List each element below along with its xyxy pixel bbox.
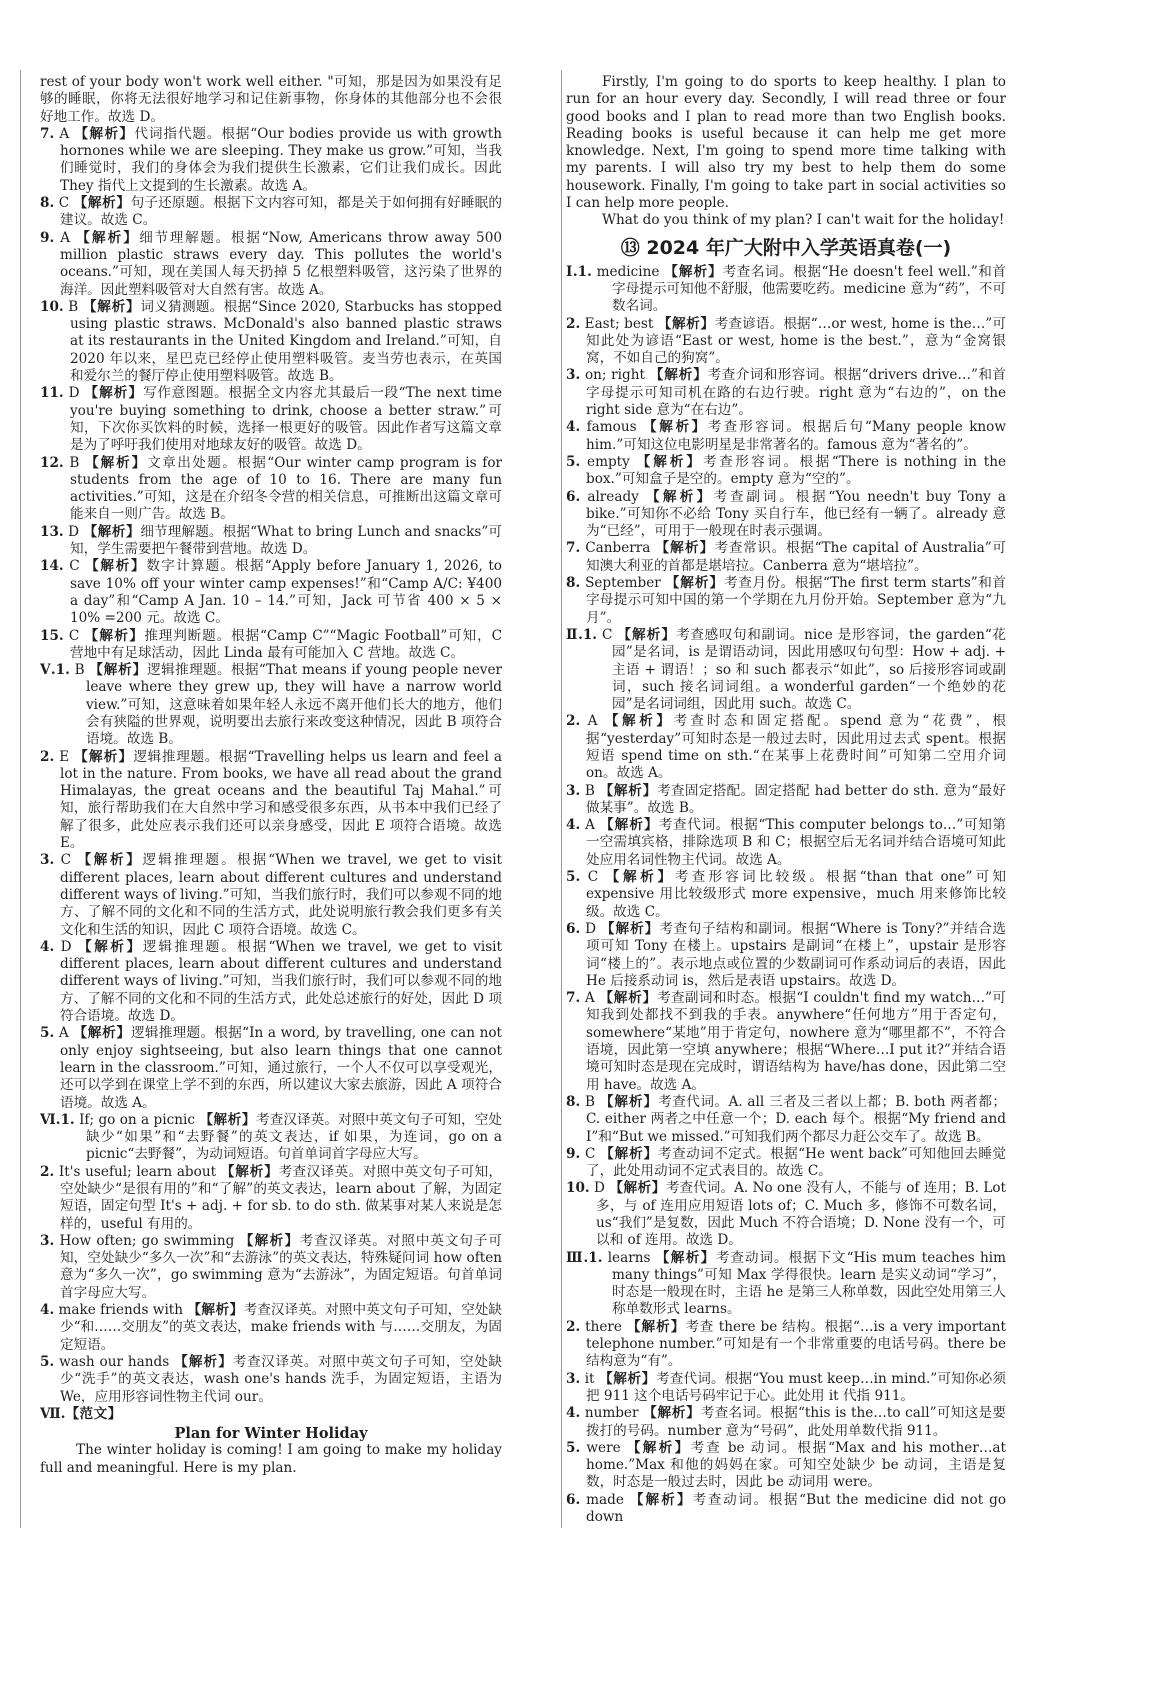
- analysis-tag: 【解析】: [657, 315, 715, 332]
- analysis-tag: 【解析】: [636, 453, 704, 470]
- answer: A: [58, 1025, 69, 1042]
- analysis-tag: 【解析】: [599, 782, 658, 799]
- analysis-text: 考查 be 动词。根据“Max and his mother…at home.”Max 和他的妈妈在家。可知空处缺少 be 动词，主语是复数，时态是一般过去时，因此 be 动词用 were。: [586, 1439, 1006, 1491]
- answer-item: [40, 662, 502, 748]
- item-number: 15.: [40, 627, 64, 644]
- answer: E: [59, 748, 70, 765]
- answer-item: [40, 749, 502, 853]
- item-number: 6.: [566, 1491, 581, 1508]
- analysis-tag: 【解析】: [74, 748, 134, 765]
- answer-item: [40, 1354, 502, 1406]
- analysis-tag: 【解析】: [655, 540, 715, 557]
- answer-item: [566, 316, 1006, 368]
- answer: A: [60, 229, 71, 246]
- answer-item: [40, 1025, 502, 1111]
- answer-item: [566, 419, 1006, 454]
- answer: there: [585, 1318, 622, 1335]
- answer: C: [584, 1145, 596, 1162]
- item-number: 1.: [582, 626, 598, 643]
- item-number: 7.: [40, 125, 55, 142]
- answer: B: [585, 1093, 596, 1110]
- analysis-tag: 【解析】: [604, 713, 674, 730]
- answer-item: [566, 489, 1006, 541]
- analysis-text: 考查汉译英。对照中英文句子可知，空处缺少“是很有用的”和“了解”的英文表达，learn about 了解，为固定短语，固定句型 It's + adj. + for sb. to do sth. 做某事对某人来说是怎样的，useful 有用的。: [60, 1163, 503, 1232]
- analysis-tag: 【解析】: [220, 1163, 279, 1180]
- item-number: 4.: [566, 817, 581, 834]
- analysis-text: 考查时态和固定搭配。spend 意为“花费”，根据“yesterday”可知时态是一般过去时，因此用过去式 spent。根据短语 spend time on sth.“在某事上花费时间”可知第二空用介词 on。故选 A。: [586, 713, 1006, 782]
- analysis-text: 细节理解题。根据“What to bring Lunch and snacks”可知，学生需要把午餐带到营地。故选 D。: [70, 523, 503, 558]
- answer: B: [584, 782, 595, 799]
- answer: C: [60, 852, 72, 869]
- section-number: Ⅴ.: [40, 662, 56, 679]
- answer: A: [59, 125, 70, 142]
- answer: D: [68, 523, 80, 540]
- analysis-text: 细节理解题。根据“Now, Americans throw away 500 million plastic straws every day. This pollutes the world's oceans.”可知，现在美国人每天扔掉 5 亿根塑料吸管，这污染了世界的海洋。因此塑料吸管对大自然有害。故选 A。: [60, 229, 502, 298]
- analysis-text: 考查月份。根据“The first term starts”和首字母提示可知中国的第一个学期在九月份开始。September 意为“九月”。: [586, 575, 1006, 626]
- analysis-text: 代词指代题。根据“Our bodies provide us with growth hornones while we are sleeping. They make us grow.”可知，当我们睡觉时，我们的身体会为我们提供生长激素，它们让我们成长。因此 They 指代上文提到的生长激素。故选 A。: [60, 125, 502, 194]
- answer-item: [566, 1146, 1006, 1181]
- answer: make friends with: [58, 1302, 184, 1319]
- answer: If; go on a picnic: [79, 1111, 195, 1128]
- item-number: 3.: [566, 782, 581, 799]
- item-number: 5.: [40, 1353, 55, 1370]
- item-number: 8.: [566, 575, 581, 592]
- analysis-text: 考查动词。根据“But the medicine did not go down: [586, 1491, 1007, 1526]
- answer-item: [40, 126, 502, 195]
- answer-item: [40, 1112, 502, 1164]
- analysis-text: 考查汉译英。对照中英文句子可知，空处缺少“多久一次”和“去游泳”的英文表达，特殊疑问词 how often 意为“多久一次”，go swimming 意为“去游泳”，为固定短语。句首单词首字母应大写。: [60, 1232, 503, 1301]
- item-number: 2.: [566, 713, 581, 730]
- left-column: [40, 74, 502, 1477]
- item-number: 13.: [40, 523, 64, 540]
- item-number: 1.: [60, 1111, 75, 1128]
- analysis-tag: 【解析】: [76, 229, 140, 246]
- analysis-tag: 【解析】: [239, 1232, 300, 1249]
- analysis-tag: 【解析】: [599, 1093, 659, 1110]
- answer-item: [40, 1302, 502, 1354]
- analysis-tag: 【解析】: [649, 367, 708, 384]
- item-number: 6.: [566, 920, 581, 937]
- item-number: 4.: [40, 1302, 55, 1319]
- item-number: 2.: [40, 748, 55, 765]
- analysis-tag: 【解析】: [609, 1180, 666, 1197]
- item-number: 2.: [566, 1318, 581, 1335]
- item-number: 10.: [566, 1180, 590, 1197]
- answer-item: [566, 783, 1006, 818]
- right-column: [566, 74, 1006, 1526]
- answer-item: [40, 939, 502, 1025]
- item-number: 3.: [40, 1232, 55, 1249]
- answer: D: [585, 920, 596, 937]
- answer: on; right: [584, 367, 645, 384]
- analysis-text: 文章出处题。根据“Our winter camp program is for students from the age of 10 to 16. There are many fun activities.”可知，这是在介绍冬令营的相关信息，可推断出这篇文章可能来自一则广告。故选 B。: [70, 454, 503, 523]
- analysis-tag: 【解析】: [174, 1353, 233, 1370]
- analysis-tag: 【解析】: [626, 1318, 686, 1335]
- answer: already: [587, 488, 639, 505]
- item-number: 4.: [566, 1405, 581, 1422]
- answer: wash our hands: [59, 1353, 170, 1370]
- analysis-tag: 【解析】: [89, 662, 148, 679]
- analysis-text: 逻辑推理题。根据“Travelling helps us learn and feel a lot in the nature. From books, we have all read about the grand Himalayas, the great oceans and the beautiful Taj Mahal.”可知，旅行帮助我们在大自然中学习和感受很多东西，从书本中我们已经了解了很多，此处应表示我们还可以亲身感受，因此 E 项符合语境。故选 E。: [60, 748, 502, 852]
- answer: B: [68, 298, 79, 315]
- section-heading: ⑬ 2024 年广大附中入学英语真卷(一): [620, 236, 952, 259]
- analysis-tag: 【解析】: [605, 869, 675, 886]
- answer: D: [60, 938, 72, 955]
- analysis-text: 考查汉译英。对照中英文句子可知，空处缺少“和……交朋友”的英文表达，make friends with 与……交朋友，为固定短语。: [60, 1302, 502, 1353]
- analysis-tag: 【解析】: [664, 263, 723, 280]
- analysis-text: 考查代词。根据“You must keep…in mind.”可知你必须把 911 这个电话号码牢记于心。此处用 it 代指 911。: [586, 1370, 1006, 1404]
- analysis-text: 逻辑推理题。根据“In a word, by travelling, one can not only enjoy sightseeing, but also learn things that one cannot learn in the classroom.”可知，通过旅行，一个人不仅可以享受观光，还可以学到在课堂上学不到的东西，所以建议大家去旅游，因此 A 项符合语境。故选 A。: [60, 1025, 502, 1111]
- analysis-tag: 【解析】: [665, 575, 725, 592]
- answer-item: [566, 264, 1006, 316]
- analysis-text: 数字计算题。根据“Apply before January 1, 2026, to save 10% off your winter camp expenses!”和“Camp A/C: ¥400 a day”和“Camp A Jan. 10 – 14.”可知，Jack 可节省 400 × 5 × 10% =200 元。故选 C。: [70, 558, 502, 627]
- analysis-text: 考查动词。根据下文“His mum teaches him many things”可知 Max 学得很快。learn 是实义动词“学习”，时态是一般现在时，主语 he 是第三人称单数，因此空处用第三人称单数形式 learns。: [612, 1249, 1007, 1318]
- analysis-tag: 【解析】: [643, 419, 708, 436]
- analysis-tag: 【解析】: [84, 627, 145, 644]
- answer-item: [40, 1406, 502, 1423]
- answer-item: [40, 628, 502, 663]
- analysis-tag: 【解析】: [599, 817, 659, 834]
- answer-item: [566, 1405, 1006, 1440]
- analysis-tag: 【解析】: [643, 1405, 701, 1422]
- item-number: 3.: [40, 852, 55, 869]
- analysis-text: 考查代词。A. all 三者及三者以上都；B. both 两者都；C. either 两者之中任意一个；D. each 每个。根据“My friend and I”和“But we missed.”可知我们两个都尽力赶公交车了。故选 B。: [586, 1093, 1007, 1145]
- answer: it: [584, 1370, 595, 1387]
- analysis-text: 考查形容词比较级。根据“than that one”可知 expensive 用比较级形式 more expensive，much 用来修饰比较级。故选 C。: [586, 869, 1006, 920]
- section-number: Ⅲ.: [566, 1249, 589, 1266]
- analysis-text: 考查动词不定式。根据“He went back”可知他回去睡觉了，此处用动词不定式表目的。故选 C。: [586, 1145, 1006, 1180]
- analysis-tag: 【解析】: [598, 1370, 657, 1387]
- analysis-tag: 【解析】: [82, 298, 141, 315]
- answer: C: [69, 558, 80, 575]
- answer: C: [68, 627, 80, 644]
- item-number: 1.: [577, 263, 592, 280]
- item-number: 12.: [40, 454, 64, 471]
- left-margin-rule: [20, 70, 21, 1528]
- answer-item: [40, 385, 502, 454]
- item-number: 5.: [40, 1025, 55, 1042]
- analysis-text: 考查代词。A. No one 没有人，不能与 of 连用；B. Lot 多，与 of 连用应用短语 lots of；C. Much 多，修饰不可数名词，us“我们”是复数，因此 Much 不符合语境；D. None 没有一个，可以和 of 连用。故选 D。: [596, 1180, 1007, 1249]
- analysis-text: 考查形容词。根据后句“Many people know him.”可知这位电影明星是非常著名的。famous 意为“著名的”。: [586, 419, 1007, 453]
- answer: B: [74, 662, 85, 679]
- answer-item: [566, 1371, 1006, 1406]
- analysis-tag: 【解析】: [629, 1491, 693, 1508]
- answer: famous: [586, 419, 637, 436]
- analysis-tag: 【解析】: [85, 454, 148, 471]
- answer-item: [40, 1233, 502, 1302]
- analysis-tag: 【解析】: [83, 523, 141, 540]
- essay-paragraph: Firstly, I'm going to do sports to keep healthy. I plan to run for an hour every day. Secondly, I will read three or four good books and I plan to read more than two English books. Reading books is useful because it can help me get more knowledge. Next, I'm going to spend more time talking with my parents. I will also try my best to help them do some housework. Finally, I'm going to take part in social activities so I can help more people.: [566, 74, 1006, 212]
- answer-item: [566, 627, 1006, 713]
- item-number: 10.: [40, 298, 64, 315]
- item-number: 5.: [566, 453, 581, 470]
- answer-item: [566, 367, 1006, 419]
- item-number: 8.: [40, 195, 55, 212]
- item-number: 3.: [566, 1370, 581, 1387]
- answer: were: [586, 1439, 621, 1456]
- answer: It's useful; learn about: [58, 1163, 217, 1180]
- analysis-tag: 【解析】: [617, 626, 677, 643]
- analysis-tag: 【解析】: [77, 852, 143, 869]
- analysis-text: 考查形容词。根据“There is nothing in the box.”可知盒子是空的。empty 意为“空的”。: [586, 453, 1007, 488]
- analysis-text: 考查常识。根据“The capital of Australia”可知澳大利亚的首都是堪培拉。Canberra 意为“堪培拉”。: [586, 540, 1007, 574]
- answer-item: [40, 455, 502, 524]
- analysis-text: 推理判断题。根据“Camp C”“Magic Football”可知，C 营地中有足球活动，因此 Linda 最有可能加入 C 营地。故选 C。: [70, 627, 502, 661]
- item-number: 11.: [40, 385, 64, 402]
- answer: A: [587, 713, 598, 730]
- item-number: 2.: [40, 1163, 55, 1180]
- analysis-text: 考查代词。根据“This computer belongs to…”可知第一空需填宾格，排除选项 B 和 C；根据空后无名词并结合语境可知此处应用名词性物主代词。故选 A。: [586, 817, 1007, 868]
- analysis-text: 逻辑推理题。根据“That means if young people never leave where they grew up, they will have a narrow world view.”可知，这意味着如果年轻人永远不离开他们长大的地方，他们会有狭隘的世界观，说明要出去旅行来改变这种情况，因此 B 项符合语境。故选 B。: [86, 662, 503, 748]
- answer: A: [584, 990, 595, 1007]
- answer-item: [566, 454, 1006, 489]
- analysis-tag: 【解析】: [73, 1025, 131, 1042]
- analysis-text: 考查感叹句和副词。nice 是形容词，the garden“花园”是名词，is 是谓语动词，因此用感叹句句型：How + adj. + 主语 + 谓语！；so 和 such 都表示“如此”，so 后接形容词或副词，such 接名词词组。a wonderful garden“一个绝妙的花园”是名词词组，因此用 such。故选 C。: [612, 626, 1007, 713]
- answer: A: [585, 817, 595, 834]
- analysis-text: 考查固定搭配。固定搭配 had better do sth. 意为“最好做某事”。故选 B。: [586, 782, 1006, 816]
- analysis-text: 考查副词和时态。根据“I couldn't find my watch…”可知我到处都找不到我的手表。anywhere“任何地方”用于否定句，somewhere“某地”用于肯定句，nowhere 意为“哪里都不”，不符合语境，因此第一空填 anywhere；根据“Where…I put it?”并结合语境可知时态是现在完成时，谓语结构为 have/has done，因此第二空用 have。故选 A。: [586, 990, 1006, 1093]
- analysis-tag: 【解析】: [645, 488, 714, 505]
- analysis-text: 逻辑推理题。根据“When we travel, we get to visit different places, learn about different cultures and understand different ways of living.”可知，当我们旅行时，我们可以参观不同的地方、了解不同的文化和不同的生活方式，此处说明旅行教会我们更多有关文化和生活的知识，因此 C 项符合语境。故选 C。: [60, 852, 503, 938]
- answer-item: [566, 817, 1006, 869]
- answer: made: [586, 1491, 624, 1508]
- item-number: 7.: [566, 990, 581, 1007]
- item-number: 5.: [566, 1439, 581, 1456]
- answer-item: [40, 524, 502, 559]
- item-number: 4.: [566, 419, 581, 436]
- analysis-text: 考查句子结构和副词。根据“Where is Tony?”并结合选项可知 Tony 在楼上。upstairs 是副词“在楼上”，upstair 是形容词“楼上的”。表示地点或位置的少数副词可作系动词后的表语，因此 He 后接系动词 is，然后是表语 upstairs。故选 D。: [586, 920, 1006, 989]
- analysis-tag: 【解析】: [655, 1249, 716, 1266]
- analysis-text: 逻辑推理题。根据“When we travel, we get to visit different places, learn about different cultures and understand different ways of living.”可知，当我们旅行时，我们可以参观不同的地方、了解不同的文化和不同的生活方式，此处总述旅行的好处，因此 D 项符合语境。故选 D。: [60, 938, 502, 1025]
- section-number: Ⅵ.: [40, 1111, 61, 1128]
- answer: C: [601, 626, 613, 643]
- answer-item: [566, 921, 1006, 990]
- analysis-tag: 【解析】: [599, 990, 658, 1007]
- item-number: 5.: [566, 869, 581, 886]
- analysis-tag: 【解析】: [77, 938, 143, 955]
- analysis-text: 考查副词。根据“You needn't buy Tony a bike.”可知你不必给 Tony 买自行车，他已经有一辆了。already 意为“已经”，可用于一般现在时表示强调。: [586, 488, 1007, 540]
- analysis-tag: 【解析】: [84, 385, 144, 402]
- analysis-text: 考查介词和形容词。根据“drivers drive…”和首字母提示可知司机在路的右边行驶。right 意为“右边的”，on the right side 意为“在右边”。: [586, 367, 1006, 419]
- item-number: 14.: [40, 558, 64, 575]
- section-number: Ⅱ.: [566, 626, 583, 643]
- analysis-tag: 【解析】: [600, 920, 660, 937]
- answer: D: [68, 385, 80, 402]
- answer: D: [594, 1180, 605, 1197]
- essay-paragraph: What do you think of my plan? I can't wait for the holiday!: [602, 212, 1005, 229]
- answer: empty: [587, 453, 630, 470]
- analysis-text: 词义猜测题。根据“Since 2020, Starbucks has stopped using plastic straws. McDonald's also banned plastic straws at its restaurants in the United Kingdom and Ireland.”可知，自 2020 年以来，星巴克已经停止使用塑料吸管。麦当劳也表示，在英国和爱尔兰的餐厅停止使用塑料吸管。故选 B。: [70, 298, 502, 385]
- answer-item: [566, 990, 1006, 1094]
- answer-item: [40, 558, 502, 627]
- answer-item: [566, 713, 1006, 782]
- analysis-text: 考查汉译英。对照中英文句子可知，空处缺少“如果”和“去野餐”的英文表达，if 如果，为连词，go on a picnic“去野餐”，为动词短语。句首单词首字母应大写。: [86, 1111, 503, 1163]
- column-divider: [561, 70, 562, 1528]
- answer: East; best: [584, 315, 654, 332]
- analysis-text: 考查汉译英。对照中英文句子可知，空处缺少“洗手”的英文表达，wash one's hands 洗手，为固定短语，主语为 We，应用形容词性物主代词 our。: [60, 1353, 503, 1405]
- answer-item: [566, 869, 1006, 921]
- answer: learns: [607, 1249, 651, 1266]
- essay-paragraph: The winter holiday is coming! I am going to make my holiday full and meaningful. Here is my plan.: [40, 1442, 502, 1476]
- analysis-text: 写作意图题。根据全文内容尤其最后一段“The next time you're buying something to drink, choose a better straw.”可知，下次你买饮料的时候，选择一根更好的吸管。因此作者写这篇文章是为了呼吁我们使用对地球友好的吸管。故选 D。: [70, 385, 502, 454]
- item-number: 8.: [566, 1093, 581, 1110]
- answer-item: [40, 1164, 502, 1233]
- analysis-text: 考查 there be 结构。根据“…is a very important telephone number.”可知是有一个非常重要的电话号码。there be 结构意为“有”。: [586, 1318, 1006, 1370]
- item-number: 2.: [566, 315, 581, 332]
- answer: Canberra: [585, 540, 651, 557]
- answer-item: [40, 230, 502, 299]
- item-number: 9.: [566, 1145, 581, 1162]
- answer-item: [40, 195, 502, 230]
- answer-item: [40, 852, 502, 938]
- analysis-tag: 【解析】: [626, 1439, 691, 1456]
- analysis-tag: 【解析】: [74, 125, 135, 142]
- answer: medicine: [596, 263, 660, 280]
- analysis-tag: 【解析】: [187, 1302, 244, 1319]
- answer-item: [566, 540, 1006, 575]
- analysis-tag: 【解析】: [85, 558, 147, 575]
- answer-item: [566, 1094, 1006, 1146]
- continued-text: rest of your body won't work well either. "可知，那是因为如果没有足够的睡眠，你将无法很好地学习和记住新事物，你身体的其他部分也不会很好地工作。故选 D。: [40, 74, 502, 125]
- answer: September: [585, 575, 661, 592]
- item-number: 1.: [55, 662, 70, 679]
- analysis-text: 考查名词。根据“He doesn't feel well.”和首字母提示可知他不舒服，他需要吃药。medicine 意为“药”，不可数名词。: [612, 263, 1006, 315]
- answer: number: [584, 1405, 639, 1422]
- answer: B: [69, 454, 80, 471]
- item-number: 7.: [566, 540, 581, 557]
- answer-item: [566, 575, 1006, 627]
- answer: C: [587, 869, 599, 886]
- answer-item: [40, 299, 502, 385]
- analysis-tag: 【范文】: [65, 1405, 122, 1422]
- answer-item: [566, 1440, 1006, 1492]
- item-number: 6.: [566, 488, 581, 505]
- item-number: 4.: [40, 938, 55, 955]
- section-number: Ⅶ.: [40, 1405, 66, 1422]
- analysis-tag: 【解析】: [199, 1111, 257, 1128]
- item-number: 1.: [588, 1249, 603, 1266]
- item-number: 9.: [40, 229, 55, 246]
- analysis-tag: 【解析】: [600, 1145, 659, 1162]
- answer-item: [566, 1319, 1006, 1371]
- answer: C: [58, 195, 70, 212]
- analysis-text: 考查谚语。根据“…or west, home is the…”可知此处为谚语“East or west, home is the best.”，意为“金窝银窝，不如自己的狗窝”。: [586, 315, 1006, 367]
- analysis-text: 考查名词。根据“this is the…to call”可知这是要拨打的号码。number 意为“号码”，此处用单数代指 911。: [586, 1405, 1006, 1439]
- analysis-text: 句子还原题。根据下文内容可知，都是关于如何拥有好睡眠的建议。故选 C。: [60, 195, 503, 229]
- answer-item: [566, 1250, 1006, 1319]
- analysis-tag: 【解析】: [73, 195, 131, 212]
- answer: How often; go swimming: [59, 1232, 235, 1249]
- item-number: 3.: [566, 367, 581, 384]
- essay-title: Plan for Winter Holiday: [174, 1425, 368, 1443]
- section-number: Ⅰ.: [566, 263, 578, 280]
- answer-item: [566, 1492, 1006, 1527]
- answer-item: [566, 1180, 1006, 1249]
